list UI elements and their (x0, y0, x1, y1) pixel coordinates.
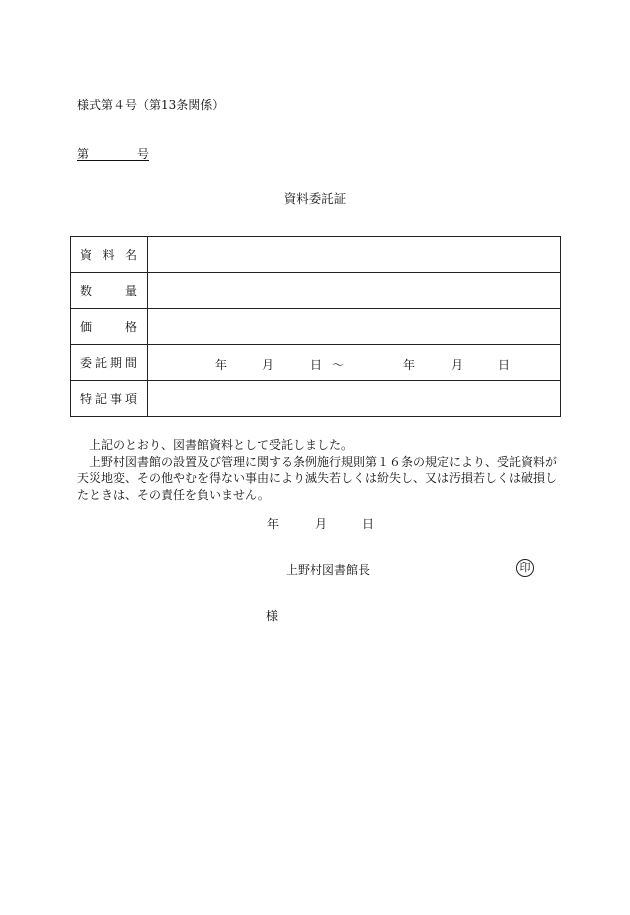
period-end-year: 年 (403, 358, 416, 372)
issue-date-day: 日 (362, 517, 375, 531)
label-char: 数 (80, 284, 93, 298)
table-row (71, 345, 561, 381)
document-title: 資料委託証 (283, 191, 347, 206)
table-row (71, 381, 561, 417)
record-table (70, 236, 561, 417)
doc-number-prefix: 第 (77, 147, 90, 161)
label-char: 料 (102, 248, 115, 262)
acceptance-statement: 上記のとおり、図書館資料として受託しました。 (89, 438, 354, 452)
issue-date (0, 515, 630, 531)
table-row (71, 273, 561, 309)
row-label-quantity (71, 273, 148, 309)
row-label-special-notes (71, 381, 148, 417)
period-start-year: 年 (215, 358, 228, 372)
label-char: 間 (124, 356, 137, 370)
seal-mark: 印 (516, 559, 534, 577)
period-tilde: ～ (332, 358, 345, 372)
form-number: 様式第４号（第13条関係） (77, 98, 225, 112)
period-start-month: 月 (262, 358, 275, 372)
material-name-value (148, 237, 561, 273)
label-char: 特 (80, 392, 93, 406)
label-char: 量 (124, 284, 137, 298)
document-number-field (77, 145, 149, 161)
issue-date-year: 年 (267, 517, 280, 531)
row-label-consignment-period (71, 345, 148, 381)
label-char: 期 (109, 356, 122, 370)
signature-row (0, 561, 630, 581)
issue-date-month: 月 (315, 517, 328, 531)
issuer-name: 上野村図書館長 (286, 563, 371, 577)
period-end-day: 日 (498, 358, 511, 372)
body-text (77, 437, 561, 503)
table-row (71, 237, 561, 273)
label-char: 資 (80, 248, 93, 262)
special-notes-value (148, 381, 561, 417)
period-start-day: 日 (310, 358, 323, 372)
label-char: 名 (124, 248, 137, 262)
doc-number-suffix: 号 (136, 147, 149, 161)
quantity-value (148, 273, 561, 309)
row-label-price (71, 309, 148, 345)
consignment-period-value (148, 345, 561, 381)
table-row (71, 309, 561, 345)
label-char: 価 (80, 320, 93, 334)
label-char: 項 (124, 392, 137, 406)
period-end-month: 月 (451, 358, 464, 372)
label-char: 記 (94, 392, 107, 406)
liability-clause: 上野村図書館の設置及び管理に関する条例施行規則第１６条の規定により、受託資料が天災地変、その他やむを得ない事由により滅失若しくは紛失し、又は汚損若しくは破損したときは、その責任を負いません。 (77, 454, 558, 502)
row-label-material-name (71, 237, 148, 273)
label-char: 格 (124, 320, 137, 334)
label-char: 委 (80, 356, 93, 370)
label-char: 託 (94, 356, 107, 370)
label-char: 事 (109, 392, 122, 406)
addressee-suffix: 様 (266, 609, 279, 623)
price-value (148, 309, 561, 345)
